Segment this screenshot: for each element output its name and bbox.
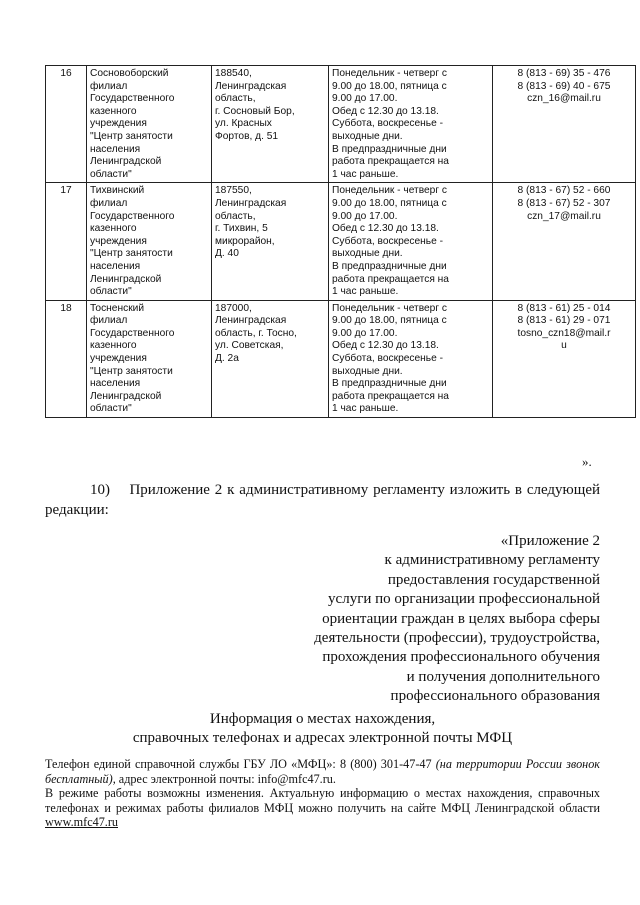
branch-address-line: микрорайон, <box>215 235 275 247</box>
branch-hours-line: 9.00 до 18.00, пятница с <box>332 80 447 92</box>
branch-address-line: область, <box>215 93 256 105</box>
branch-name <box>87 300 212 417</box>
branch-address <box>212 66 329 183</box>
branch-hours-line: 9.00 до 17.00. <box>332 210 398 222</box>
branch-name-line: учреждения <box>90 353 147 365</box>
branch-name-line: Государственного <box>90 210 175 222</box>
branch-contacts-line: 8 (813 - 69) 40 - 675 <box>517 80 611 92</box>
branch-hours-line: работа прекращается на <box>332 156 449 168</box>
branch-hours-line: Обед с 12.30 до 13.18. <box>332 223 439 235</box>
info-title-line-2: справочных телефонах и адресах электронной почты МФЦ <box>132 730 513 747</box>
branches-table <box>45 65 636 418</box>
branch-name-line: Тосненский <box>90 302 145 314</box>
branch-contacts-line: 8 (813 - 67) 52 - 307 <box>517 197 611 209</box>
branch-name <box>87 183 212 300</box>
branch-hours-line: работа прекращается на <box>332 273 449 285</box>
appendix-line: ориентации граждан в целях выбора сферы <box>322 610 600 627</box>
branch-contacts <box>493 300 636 417</box>
branch-row <box>46 300 636 417</box>
branch-name-line: Тихвинский <box>90 185 145 197</box>
branch-name-line: казенного <box>90 223 137 235</box>
row-number: 18 <box>46 300 87 417</box>
branch-hours-line: 1 час раньше. <box>332 403 399 415</box>
branch-address-line: ул. Красных <box>215 118 272 130</box>
hotline-free-call-note: (на территории России звонок бесплатный), <box>45 757 601 786</box>
branch-contacts-line: 8 (813 - 61) 29 - 071 <box>517 315 611 327</box>
branch-hours-line: Понедельник - четверг с <box>332 68 447 79</box>
branch-contacts <box>493 66 636 183</box>
appendix-line: услуги по организации профессиональной <box>328 591 600 608</box>
branch-hours-line: 9.00 до 17.00. <box>332 93 398 105</box>
branch-name-line: казенного <box>90 340 137 352</box>
branch-hours <box>329 66 493 183</box>
table-closing-quote: ». <box>582 454 592 469</box>
branch-name-line: населения <box>90 260 141 272</box>
branch-contacts-line: 8 (813 - 67) 52 - 660 <box>517 185 611 197</box>
branch-hours-line: выходные дни. <box>332 130 403 142</box>
branch-address-line: Д. 40 <box>215 248 239 260</box>
branch-hours-line: В предпраздничные дни <box>332 378 447 390</box>
appendix-header <box>280 532 600 707</box>
branch-hours-line: Понедельник - четверг с <box>332 185 447 197</box>
branch-name-line: Ленинградской <box>90 156 162 168</box>
branch-address-line: Ленинградская <box>215 80 287 92</box>
branch-hours-line: Обед с 12.30 до 13.18. <box>332 105 439 117</box>
branch-hours-line: Обед с 12.30 до 13.18. <box>332 340 439 352</box>
branch-hours-line: выходные дни. <box>332 365 403 377</box>
branch-address-line: 187550, <box>215 185 252 197</box>
branch-hours-line: 9.00 до 17.00. <box>332 327 398 339</box>
branch-hours-line: Понедельник - четверг с <box>332 302 447 314</box>
branch-hours-line: Суббота, воскресенье - <box>332 353 443 365</box>
branch-address <box>212 183 329 300</box>
row-number: 17 <box>46 183 87 300</box>
info-title-line-1: Информация о местах нахождения, <box>209 711 436 727</box>
branch-address-line: ул. Советская, <box>215 340 284 352</box>
branch-hours-line: 1 час раньше. <box>332 168 399 180</box>
branch-name-line: области" <box>90 403 132 415</box>
branch-contacts-line: 8 (813 - 61) 25 - 014 <box>517 302 611 314</box>
branch-address-line: область, <box>215 210 256 222</box>
branch-address-line: Фортов, д. 51 <box>215 130 279 142</box>
item-text: Приложение 2 к административному регламенту изложить в следующей редакции: <box>45 482 601 518</box>
schedule-changes-text: В режиме работы возможны изменения. Актуальную информацию о местах нахождения, справочных телефонах и режимах работы филиалов МФЦ можно получить на сайте МФЦ Ленинградской области <box>45 786 600 815</box>
appendix-line: деятельности (профессии), трудоустройства, <box>314 630 600 647</box>
branch-address-line: область, г. Тосно, <box>215 327 297 339</box>
branch-hours-line: Суббота, воскресенье - <box>332 235 443 247</box>
branch-contacts-line: czn_16@mail.ru <box>527 93 601 105</box>
branch-hours <box>329 183 493 300</box>
schedule-changes-paragraph <box>45 786 600 830</box>
branch-name-line: "Центр занятости <box>90 365 173 377</box>
branch-name-line: учреждения <box>90 118 147 130</box>
appendix-line: предоставления государственной <box>387 571 600 588</box>
appendix-line: профессионального образования <box>390 688 600 705</box>
branch-name-line: населения <box>90 378 141 390</box>
branch-contacts-line: 8 (813 - 69) 35 - 476 <box>517 68 611 79</box>
branch-name-line: Ленинградской <box>90 273 162 285</box>
branch-name-line: населения <box>90 143 141 155</box>
branch-row <box>46 66 636 183</box>
hotline-text: Телефон единой справочной службы ГБУ ЛО «МФЦ»: 8 (800) 301-47-47 <box>45 757 436 771</box>
appendix-line: и получения дополнительного <box>406 668 600 685</box>
website-link[interactable]: www.mfc47.ru <box>45 815 118 830</box>
branch-name-line: Государственного <box>90 93 175 105</box>
info-title <box>45 710 600 749</box>
branch-name-line: Государственного <box>90 327 175 339</box>
branch-address-line: Ленинградская <box>215 197 287 209</box>
branch-name-line: "Центр занятости <box>90 248 173 260</box>
branch-address-line: г. Сосновый Бор, <box>215 105 295 117</box>
branch-name-line: Ленинградской <box>90 390 162 402</box>
branch-address-line: Д. 2а <box>215 353 239 365</box>
branch-name-line: филиал <box>90 80 128 92</box>
branch-address-line: г. Тихвин, 5 <box>215 223 268 235</box>
branch-contacts-line: u <box>561 340 567 352</box>
branches-table-body <box>46 66 636 418</box>
branch-contacts-line: tosno_czn18@mail.r <box>517 327 611 339</box>
branch-name-line: Сосновоборский <box>90 68 169 79</box>
branch-hours-line: выходные дни. <box>332 248 403 260</box>
branch-name-line: "Центр занятости <box>90 130 173 142</box>
branch-address-line: 188540, <box>215 68 252 79</box>
branch-contacts-line: czn_17@mail.ru <box>527 210 601 222</box>
branch-hours-line: В предпраздничные дни <box>332 260 447 272</box>
appendix-line: «Приложение 2 <box>500 533 600 549</box>
branch-address-line: 187000, <box>215 302 252 314</box>
contact-note <box>45 757 600 830</box>
branch-name <box>87 66 212 183</box>
branch-name-line: области" <box>90 286 132 298</box>
amendment-item-10 <box>45 480 600 520</box>
branch-hours <box>329 300 493 417</box>
appendix-line: к административному регламенту <box>384 552 600 569</box>
branch-contacts <box>493 183 636 300</box>
branch-name-line: области" <box>90 168 132 180</box>
branch-name-line: филиал <box>90 315 128 327</box>
email-text: адрес электронной почты: info@mfc47.ru. <box>115 771 336 786</box>
branch-hours-line: 1 час раньше. <box>332 286 399 298</box>
item-number: 10) <box>90 482 110 498</box>
branch-hours-line: 9.00 до 18.00, пятница с <box>332 197 447 209</box>
branch-name-line: учреждения <box>90 235 147 247</box>
branch-hours-line: Суббота, воскресенье - <box>332 118 443 130</box>
branch-name-line: филиал <box>90 197 128 209</box>
row-number: 16 <box>46 66 87 183</box>
branch-row <box>46 183 636 300</box>
branch-hours-line: В предпраздничные дни <box>332 143 447 155</box>
hotline-paragraph <box>45 757 600 786</box>
branch-name-line: казенного <box>90 105 137 117</box>
branch-address-line: Ленинградская <box>215 315 287 327</box>
appendix-line: прохождения профессионального обучения <box>322 649 600 666</box>
branch-hours-line: 9.00 до 18.00, пятница с <box>332 315 447 327</box>
branch-address <box>212 300 329 417</box>
branch-hours-line: работа прекращается на <box>332 390 449 402</box>
